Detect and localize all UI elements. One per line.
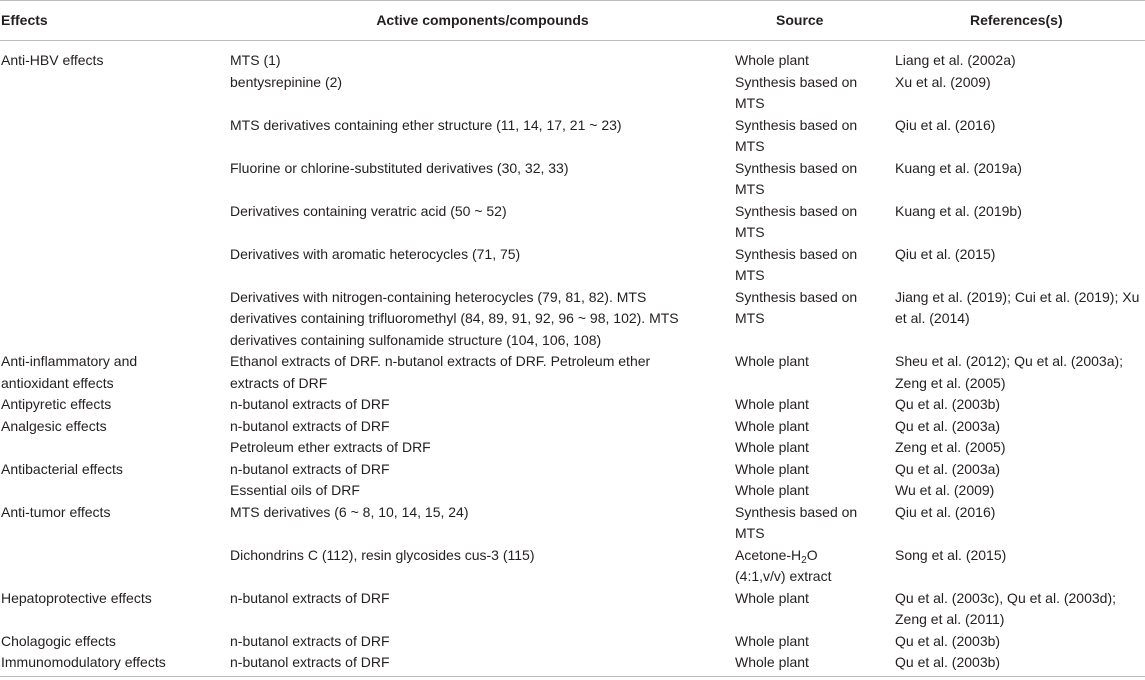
table-row [0, 652, 1145, 676]
cell-reference: Qu et al. (2003a) [895, 417, 1001, 434]
cell-source: Whole plant [735, 482, 809, 498]
cell-effect [0, 244, 230, 287]
table-row [0, 201, 1145, 244]
table-row [0, 72, 1145, 115]
cell-reference: Qu et al. (2003b) [895, 632, 1001, 649]
source-subscript: 2 [801, 554, 807, 566]
cell-source: Synthesis based on MTS [735, 288, 858, 326]
cell-effect [0, 201, 230, 244]
table-row [0, 480, 1145, 502]
cell-component: Derivatives containing veratric acid (50 ~ 52) [230, 202, 507, 219]
table-row [0, 545, 1145, 588]
cell-reference: Qu et al. (2003a) [895, 460, 1001, 477]
cell-source: Whole plant [735, 652, 895, 676]
cell-effect [0, 72, 230, 115]
cell-reference: Liang et al. (2002a) [895, 52, 1016, 68]
cell-component: Essential oils of DRF [230, 482, 360, 498]
header-effects: Effects [0, 1, 230, 41]
cell-component: n-butanol extracts of DRF [230, 417, 390, 434]
cell-reference: Sheu et al. (2012); Qu et al. (2003a); Zeng et al. (2005) [895, 353, 1124, 391]
table-header-row [0, 1, 1145, 41]
table-row [0, 588, 1145, 631]
cell-component: bentysrepinine (2) [230, 73, 343, 90]
cell-source: Whole plant [735, 353, 809, 369]
header-source: Source [735, 1, 895, 41]
cell-component: Dichondrins C (112), resin glycosides cus-3 (115) [230, 546, 535, 563]
cell-reference: Qiu et al. (2015) [895, 245, 996, 262]
cell-effect [0, 115, 230, 158]
cell-source: Synthesis based on MTS [735, 159, 858, 197]
cell-effect [0, 158, 230, 201]
table-row [0, 631, 1145, 653]
cell-effect: Antipyretic effects [1, 396, 112, 412]
cell-effect [0, 480, 230, 502]
cell-component: Derivatives with nitrogen-containing heterocycles (79, 81, 82). MTS derivatives containing trifluoromethyl (84, 89, 91, 92, 96 ~ 98, 102). MTS derivatives containing sulfonamide structure (104, 106, 108) [230, 288, 679, 348]
cell-component: n-butanol extracts of DRF [230, 460, 390, 477]
source-text: Acetone-H [735, 546, 802, 563]
cell-component: Fluorine or chlorine-substituted derivatives (30, 32, 33) [230, 159, 569, 176]
cell-source: Whole plant [735, 589, 809, 606]
cell-component: n-butanol extracts of DRF [230, 589, 390, 606]
cell-reference: Wu et al. (2009) [895, 482, 995, 498]
table-row [0, 394, 1145, 416]
cell-reference: Qiu et al. (2016) [895, 116, 996, 133]
cell-source: Synthesis based on MTS [735, 245, 858, 283]
cell-source: Synthesis based on MTS [735, 116, 858, 154]
cell-component: n-butanol extracts of DRF [230, 632, 390, 649]
cell-reference: Jiang et al. (2019); Cui et al. (2019); Xu et al. (2014) [895, 288, 1140, 326]
cell-reference: Kuang et al. (2019b) [895, 202, 1022, 219]
cell-effect: Cholagogic effects [1, 632, 116, 649]
table-row [0, 287, 1145, 352]
table-row [0, 437, 1145, 459]
cell-reference: Qu et al. (2003c), Qu et al. (2003d); Zeng et al. (2011) [895, 589, 1117, 627]
cell-component: n-butanol extracts of DRF [230, 396, 390, 412]
cell-reference: Zeng et al. (2005) [895, 439, 1006, 455]
cell-effect: Anti-inflammatory and antioxidant effects [1, 353, 138, 391]
cell-effect [0, 437, 230, 459]
cell-source [735, 545, 895, 588]
cell-component: Ethanol extracts of DRF. n-butanol extracts of DRF. Petroleum ether extracts of DRF [230, 353, 651, 391]
cell-component: MTS (1) [230, 52, 281, 68]
cell-effect: Analgesic effects [1, 417, 107, 434]
cell-source: Synthesis based on MTS [735, 73, 858, 111]
cell-effect: Immunomodulatory effects [0, 652, 230, 676]
cell-reference: Xu et al. (2009) [895, 73, 991, 90]
cell-effect: Anti-tumor effects [1, 503, 111, 520]
cell-source: Whole plant [735, 439, 809, 455]
cell-reference: Qu et al. (2003b) [895, 396, 1001, 412]
cell-effect: Anti-HBV effects [1, 52, 104, 68]
cell-reference: Kuang et al. (2019a) [895, 159, 1022, 176]
cell-effect [0, 287, 230, 352]
cell-source: Whole plant [735, 632, 809, 649]
header-references: References(s) [895, 1, 1145, 41]
cell-component: Petroleum ether extracts of DRF [230, 439, 431, 455]
cell-source: Synthesis based on MTS [735, 503, 858, 541]
table-row [0, 158, 1145, 201]
source-text: O (4:1,v/v) extract [735, 546, 832, 584]
cell-component: MTS derivatives containing ether structure (11, 14, 17, 21 ~ 23) [230, 116, 622, 133]
cell-effect: Antibacterial effects [1, 460, 123, 477]
table-row [0, 41, 1145, 72]
cell-source: Whole plant [735, 460, 809, 477]
table-row [0, 115, 1145, 158]
cell-component: Derivatives with aromatic heterocycles (71, 75) [230, 245, 521, 262]
cell-reference: Qiu et al. (2016) [895, 503, 996, 520]
cell-component: n-butanol extracts of DRF [230, 652, 735, 676]
table-row [0, 351, 1145, 394]
table-row [0, 459, 1145, 481]
table-body [0, 41, 1145, 677]
table-row [0, 502, 1145, 545]
header-components: Active components/compounds [230, 1, 735, 41]
cell-component: MTS derivatives (6 ~ 8, 10, 14, 15, 24) [230, 503, 469, 520]
cell-effect [0, 545, 230, 588]
cell-reference: Song et al. (2015) [895, 546, 1007, 563]
cell-source: Synthesis based on MTS [735, 202, 858, 240]
cell-source: Whole plant [735, 417, 809, 434]
cell-reference: Qu et al. (2003b) [895, 652, 1145, 676]
table-row [0, 244, 1145, 287]
table-row [0, 416, 1145, 438]
cell-effect: Hepatoprotective effects [1, 589, 152, 606]
cell-source: Whole plant [735, 396, 809, 412]
cell-source: Whole plant [735, 52, 809, 68]
